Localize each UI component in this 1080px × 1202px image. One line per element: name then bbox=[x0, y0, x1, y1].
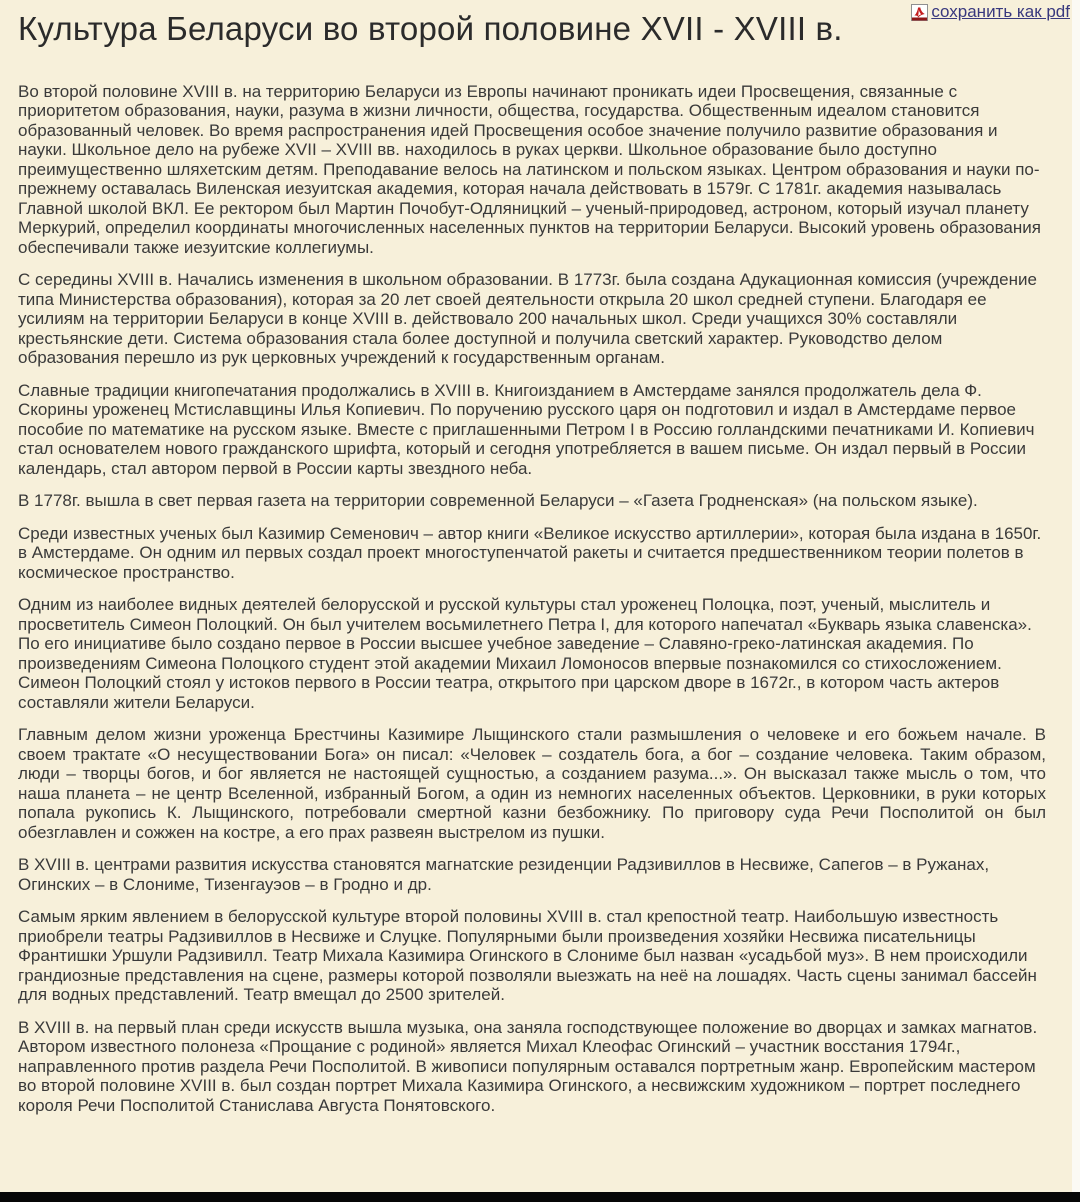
article-paragraph: Одним из наиболее видных деятелей белорусской и русской культуры стал уроженец Полоцка, поэт, ученый, мыслитель и просветитель Симеон Полоцкий. Он был учителем восьмилетнего Петра I, для которого напечатал «Букварь языка славенска». По его инициативе было создано первое в России высшее учебное заведение – Славяно-греко-латинская академия. По произведениям Симеона Полоцкого студент этой академии Михаил Ломоносов впервые познакомился со стихосложением. Симеон Полоцкий стоял у истоков первого в России театра, открытого при царском дворе в 1672г., в котором часть актеров составляли жители Беларуси. bbox=[18, 595, 1032, 712]
save-as-pdf-link[interactable] bbox=[911, 2, 1070, 22]
article-paragraph: Среди известных ученых был Казимир Семенович – автор книги «Великое искусство артиллерии», которая была издана в 1650г. в Амстердаме. Он одним ил первых создал проект многоступенчатой ракеты и считается предшественником теории полетов в космическое пространство. bbox=[18, 523, 1042, 582]
article-paragraph: Во второй половине XVIII в. на территорию Беларуси из Европы начинают проникать идеи Просвещения, связанные с приоритетом образования, науки, разума в жизни личности, общества, государства. Общественным идеалом становится образованный человек. Во время распространения идей Просвещения особое значение получило развитие образования и науки. Школьное дело на рубеже XVII – XVIII вв. находилось в руках церкви. Школьное образование было доступно преимущественно шляхетским детям. Преподавание велось на латинском и польском языках. Центром образования и науки по-прежнему оставалась Виленская иезуитская академия, которая начала действовать в 1579г. С 1781г. академия называлась Главной школой ВКЛ. Ее ректором был Мартин Почобут-Одляницкий – ученый-природовед, астроном, который изучал планету Меркурий, определил координаты многочисленных населенных пунктов на территории Беларуси. Высокий уровень образования обеспечивали также иезуитские коллегиумы. bbox=[18, 81, 1041, 257]
article-paragraph: В XVIII в. на первый план среди искусств вышла музыка, она заняла господствующее положение во дворцах и замках магнатов. Автором известного полонеза «Прощание с родиной» является Михал Клеофас Огинский – участник восстания 1794г., направленного против раздела Речи Посполитой. В живописи популярным оставался портретным жанр. Европейским мастером во второй половине XVIII в. был создан портрет Михала Казимира Огинского, а несвижским художником – портрет последнего короля Речи Посполитой Станислава Августа Понятовского. bbox=[18, 1017, 1038, 1115]
article-paragraph: Главным делом жизни уроженца Брестчины Казимире Лыщинского стали размышления о человеке и его божьем начале. В своем трактате «О несуществовании Бога» он писал: «Человек – создатель бога, а бог – создание человека. Таким образом, люди – творцы богов, и бог является не настоящей сущностью, а созданием разума...». Он высказал также мысль о том, что наша планета – не центр Вселенной, избранный Богом, а один из немногих населенных объектов. Церковники, в руки которых попала рукопись К. Лыщинского, потребовали смертной казни безбожнику. По приговору суда Речи Посполитой он был обезглавлен и сожжен на костре, а его прах развеян выстрелом из пушки. bbox=[18, 725, 1046, 842]
article-paragraph: Славные традиции книгопечатания продолжались в XVIII в. Книгоизданием в Амстердаме занялся продолжатель дела Ф. Скорины уроженец Мстиславщины Илья Копиевич. По поручению русского царя он подготовил и издал в Амстердаме первое пособие по математике на русском языке. Вместе с приглашенными Петром I в Россию голландскими печатниками И. Копиевич стал основателем нового гражданского шрифта, который и сегодня употребляется в вашем письме. Он издал первый в России календарь, стал автором первой в России карты звездного неба. bbox=[18, 380, 1035, 478]
pdf-icon bbox=[911, 4, 928, 21]
bottom-bar bbox=[0, 1192, 1080, 1202]
page-title: Культура Беларуси во второй половине XVII - XVIII в. bbox=[18, 10, 843, 47]
article-paragraph: Самым ярким явлением в белорусской культуре второй половины XVIII в. стал крепостной театр. Наибольшую известность приобрели театры Радзивиллов в Несвиже и Слуцке. Популярными были произведения хозяйки Несвижа писательницы Франтишки Уршули Радзивилл. Театр Михала Казимира Огинского в Слониме был назван «усадьбой муз». В нем происходили грандиозные представления на сцене, размеры которой позволяли выезжать на неё на лошадях. Часть сцены занимал бассейн для водных представлений. Театр вмещал до 2500 зрителей. bbox=[18, 907, 1037, 1005]
right-edge-strip bbox=[1072, 0, 1080, 1202]
article-paragraph: С середины XVIII в. Начались изменения в школьном образовании. В 1773г. была создана Адукационная комиссия (учреждение типа Министерства образования), которая за 20 лет своей деятельности открыла 20 школ средней ступени. Благодаря ее усилиям на территории Беларуси в конце XVIII в. действовало 200 начальных школ. Среди учащихся 30% составляли крестьянские дети. Система образования стала более доступной и получила светский характер. Руководство делом образования перешло из рук церковных учреждений к государственным органам. bbox=[18, 270, 1037, 368]
article-body bbox=[0, 82, 1080, 1116]
article-paragraph: В 1778г. вышла в свет первая газета на территории современной Беларуси – «Газета Гродненская» (на польском языке). bbox=[18, 491, 978, 511]
article-paragraph: В XVIII в. центрами развития искусства становятся магнатские резиденции Радзивиллов в Несвиже, Сапегов – в Ружанах, Огинских – в Слониме, Тизенгауэов – в Гродно и др. bbox=[18, 855, 990, 894]
save-as-pdf-label: сохранить как pdf bbox=[931, 2, 1070, 21]
